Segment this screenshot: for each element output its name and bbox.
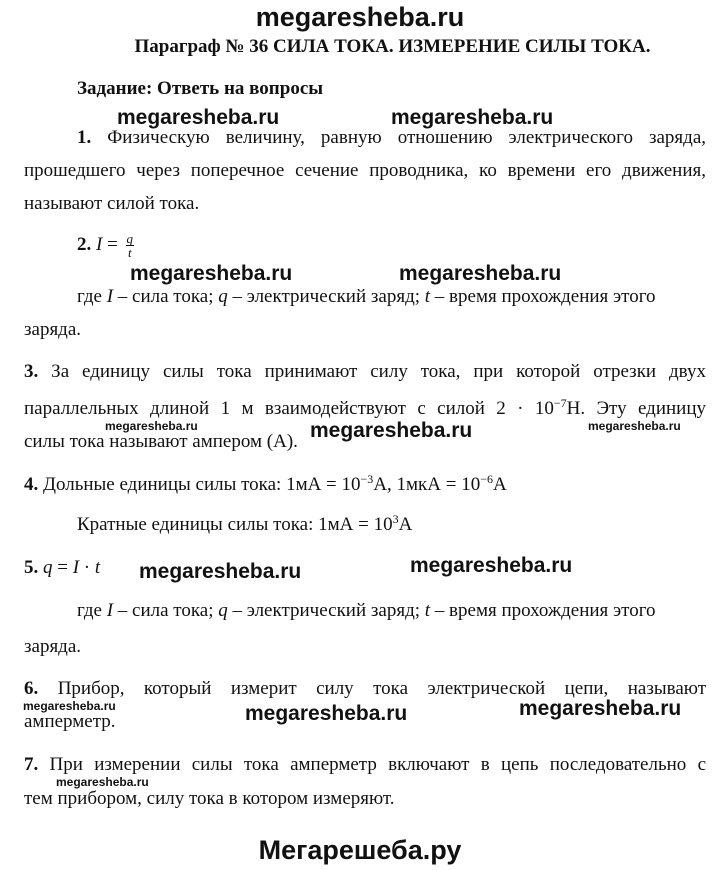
watermark: megaresheba.ru <box>399 262 562 285</box>
answer-1-line-3: называют силой тока. <box>24 193 200 214</box>
watermark: megaresheba.ru <box>391 106 554 129</box>
answer-4-line-2: Кратные единицы силы тока: $1мА = 10^3А$ <box>77 512 413 535</box>
watermark: megaresheba.ru <box>117 106 280 129</box>
watermark: megaresheba.ru <box>410 554 573 577</box>
answer-3-line-3: силы тока называют ампером (А). <box>24 431 298 452</box>
watermark: megaresheba.ru <box>588 419 681 433</box>
watermark: megaresheba.ru <box>23 699 116 713</box>
answer-5-formula: 5. q = I · t <box>24 557 101 578</box>
answer-7-line-2: тем прибором, силу тока в котором измеряют. <box>24 788 395 809</box>
watermark: megaresheba.ru <box>139 560 302 583</box>
answer-1-line-1: 1. Физическую величину, равную отношению электрического заряда, <box>77 127 706 148</box>
site-title-bottom: Мегарешеба.ру <box>258 835 462 865</box>
answer-5-line-1: где I – сила тока; q – электрический заряд; t – время прохождения этого <box>77 600 656 621</box>
answer-4-line-1: 4. Дольные единицы силы тока: $1мА = 10^{-3}А$, $1мкА = 10^{-6}А$ <box>24 472 507 495</box>
site-title-top: megaresheba.ru <box>255 2 465 32</box>
answer-1-line-2: прошедшего через поперечное сечение проводника, ко времени его движения, <box>24 160 706 181</box>
answer-2-formula: 2. I = $\frac{q}{t}$ <box>77 231 134 260</box>
answer-3-line-1: 3. За единицу силы тока принимают силу тока, при которой отрезки двух <box>24 361 706 382</box>
watermark: megaresheba.ru <box>105 419 198 433</box>
watermark: megaresheba.ru <box>130 262 293 285</box>
watermark: megaresheba.ru <box>519 697 682 720</box>
paragraph-heading: Параграф № 36 СИЛА ТОКА. ИЗМЕРЕНИЕ СИЛЫ ТОКА. <box>134 36 651 57</box>
watermark: megaresheba.ru <box>56 775 149 789</box>
answer-6-line-1: 6. Прибор, который измерит силу тока электрической цепи, называют <box>24 678 707 699</box>
answer-2-line-1: где I – сила тока; q – электрический заряд; t – время прохождения этого <box>77 286 656 307</box>
task-label: Задание: Ответь на вопросы <box>77 78 324 99</box>
answer-2-line-2: заряда. <box>24 319 82 340</box>
answer-3-line-2: параллельных длиной 1 м взаимодействуют с силой $2 \cdot 10^{-7}Н$. Эту единицу <box>24 396 706 419</box>
answer-7-line-1: 7. При измерении силы тока амперметр включают в цепь последовательно с <box>24 754 707 775</box>
watermark: megaresheba.ru <box>245 702 408 725</box>
answer-6-line-2: амперметр. <box>24 711 116 732</box>
watermark: megaresheba.ru <box>310 419 473 442</box>
answer-5-line-2: заряда. <box>24 636 82 657</box>
